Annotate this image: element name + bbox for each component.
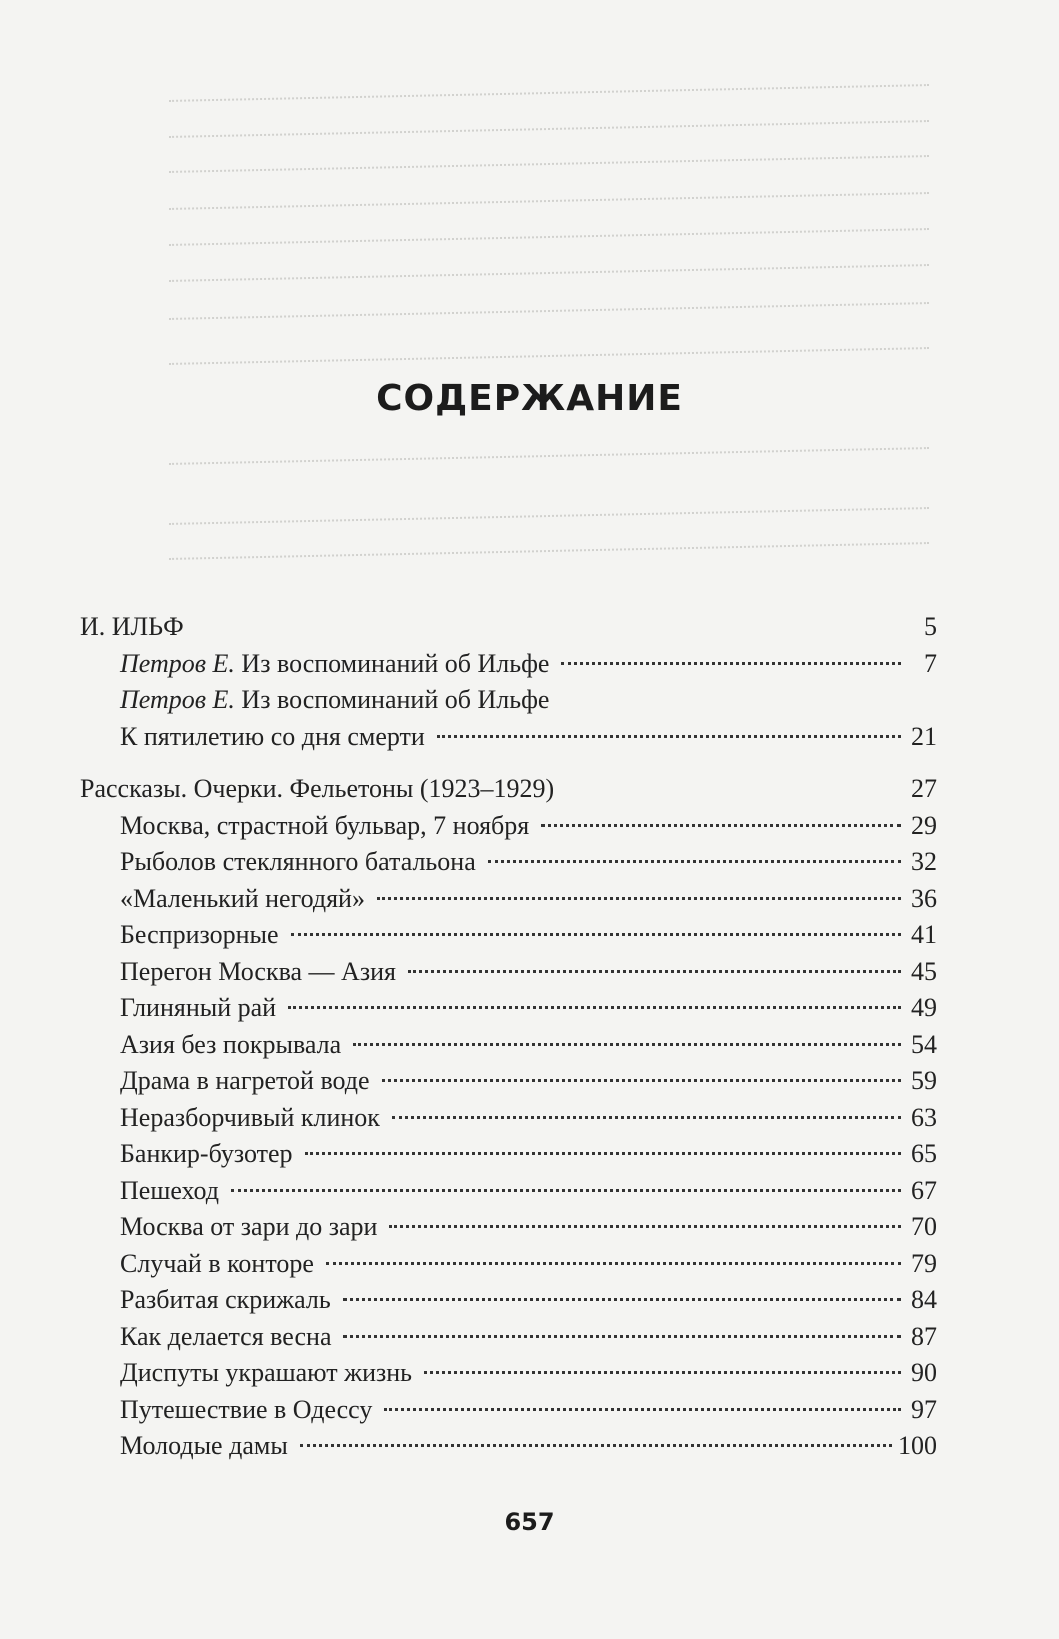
toc-entry[interactable] bbox=[80, 1246, 937, 1283]
dot-leader bbox=[343, 1335, 901, 1338]
toc-page-number: 100 bbox=[898, 1431, 937, 1460]
toc-page-number: 49 bbox=[911, 993, 937, 1022]
dot-leader bbox=[377, 897, 901, 900]
toc-entry-label: Путешествие в Одессу bbox=[120, 1394, 373, 1424]
toc-page-number: 41 bbox=[911, 920, 937, 949]
dot-leader bbox=[488, 860, 901, 863]
toc-entry[interactable] bbox=[80, 646, 937, 683]
toc-entry-label: К пятилетию со дня смерти bbox=[120, 721, 425, 751]
toc-entry[interactable] bbox=[80, 1063, 937, 1100]
toc-page-number: 79 bbox=[911, 1248, 937, 1278]
toc-entry-author: Петров Е. bbox=[120, 648, 235, 678]
toc-section-heading[interactable] bbox=[80, 609, 937, 646]
toc-entry-label: Перегон Москва — Азия bbox=[120, 956, 396, 986]
dot-leader bbox=[343, 1298, 901, 1301]
toc-entry-label: Молодые дамы bbox=[120, 1431, 288, 1460]
table-of-contents bbox=[80, 609, 937, 1465]
toc-entry-author: Петров Е. bbox=[120, 685, 235, 714]
toc-entry-label: Петров Е. Из воспоминаний об Ильфе bbox=[120, 648, 550, 678]
toc-entry[interactable] bbox=[80, 1319, 937, 1356]
toc-section-stories bbox=[80, 771, 937, 1465]
dot-leader bbox=[353, 1043, 901, 1046]
dot-leader bbox=[408, 970, 901, 973]
toc-page-number: 29 bbox=[911, 810, 937, 840]
toc-entry-label: Рыболов стеклянного батальона bbox=[120, 847, 476, 876]
toc-entry[interactable] bbox=[80, 1392, 937, 1429]
toc-entry-label: Драма в нагретой воде bbox=[120, 1066, 370, 1095]
page-title: СОДЕРЖАНИЕ bbox=[376, 378, 683, 419]
toc-entry[interactable] bbox=[80, 719, 937, 756]
toc-entry-label: Петров Е. Из воспоминаний об Ильфе bbox=[120, 685, 550, 714]
toc-entry[interactable] bbox=[80, 1100, 937, 1137]
toc-entry-label: Диспуты украшают жизнь bbox=[120, 1358, 413, 1387]
toc-page-number: 67 bbox=[911, 1175, 937, 1205]
toc-page-number: 36 bbox=[911, 883, 937, 913]
toc-page-number: 5 bbox=[924, 612, 937, 641]
toc-entry-label: Пешеход bbox=[120, 1175, 220, 1205]
toc-entry-label: Как делается весна bbox=[120, 1321, 332, 1351]
toc-entry[interactable] bbox=[80, 1428, 937, 1465]
toc-page-number: 90 bbox=[911, 1358, 937, 1387]
toc-entry-label: Москва от зари до зари bbox=[120, 1212, 378, 1241]
dot-leader bbox=[541, 824, 901, 827]
toc-entry-label: Глиняный рай bbox=[120, 993, 277, 1022]
dot-leader bbox=[231, 1189, 901, 1192]
toc-page-number: 59 bbox=[911, 1066, 937, 1095]
toc-entry[interactable] bbox=[80, 1209, 937, 1246]
toc-entry[interactable] bbox=[80, 1173, 937, 1210]
toc-entry[interactable] bbox=[80, 990, 937, 1027]
dot-leader bbox=[291, 933, 901, 936]
dot-leader bbox=[384, 1408, 901, 1411]
toc-entry-label: Москва, страстной бульвар, 7 ноября bbox=[120, 810, 530, 840]
dot-leader bbox=[305, 1152, 901, 1155]
toc-page-number: 87 bbox=[911, 1321, 937, 1351]
toc-entry[interactable] bbox=[80, 1355, 937, 1392]
toc-entry[interactable] bbox=[80, 844, 937, 881]
toc-entry[interactable] bbox=[80, 1136, 937, 1173]
toc-page-number: 27 bbox=[911, 774, 937, 803]
dot-leader bbox=[561, 662, 901, 665]
dot-leader bbox=[288, 1006, 901, 1009]
dot-leader bbox=[382, 1079, 901, 1082]
toc-section-ilf bbox=[80, 609, 937, 755]
toc-section-heading[interactable] bbox=[80, 771, 937, 808]
toc-heading-label: Рассказы. Очерки. Фельетоны (1923–1929) bbox=[80, 774, 555, 803]
toc-page-number: 97 bbox=[911, 1394, 937, 1424]
toc-entry-label: Случай в конторе bbox=[120, 1248, 314, 1278]
toc-page-number: 45 bbox=[911, 956, 937, 986]
toc-entry-label: Разбитая скрижаль bbox=[120, 1285, 331, 1314]
dot-leader bbox=[389, 1225, 901, 1228]
toc-entry[interactable] bbox=[80, 1282, 937, 1319]
toc-page-number: 21 bbox=[911, 721, 937, 751]
toc-entry[interactable] bbox=[80, 881, 937, 918]
toc-entry[interactable] bbox=[80, 682, 937, 719]
toc-entry-list bbox=[80, 808, 937, 1465]
toc-page-number: 65 bbox=[911, 1139, 937, 1168]
dot-leader bbox=[300, 1444, 892, 1447]
toc-entry-label: Беспризорные bbox=[120, 920, 279, 949]
toc-entry[interactable] bbox=[80, 917, 937, 954]
toc-page-number: 32 bbox=[911, 847, 937, 876]
page-number-folio: 657 bbox=[504, 1508, 555, 1536]
toc-entry[interactable] bbox=[80, 954, 937, 991]
toc-entry-label: «Маленький негодяй» bbox=[120, 883, 365, 913]
toc-page-number: 54 bbox=[911, 1029, 937, 1059]
toc-entry-label: Банкир-бузотер bbox=[120, 1139, 293, 1168]
toc-entry[interactable] bbox=[80, 1027, 937, 1064]
toc-entry[interactable] bbox=[80, 808, 937, 845]
toc-page-number: 84 bbox=[911, 1285, 937, 1314]
toc-entry-label: Неразборчивый клинок bbox=[120, 1102, 380, 1132]
dot-leader bbox=[437, 735, 901, 738]
dot-leader bbox=[326, 1262, 901, 1265]
toc-page-number: 70 bbox=[911, 1212, 937, 1241]
toc-entry-label: Азия без покрывала bbox=[120, 1029, 342, 1059]
dot-leader bbox=[424, 1371, 901, 1374]
toc-page-number: 63 bbox=[911, 1102, 937, 1132]
toc-heading-label: И. ИЛЬФ bbox=[80, 612, 184, 641]
toc-page-number: 7 bbox=[924, 648, 937, 678]
dot-leader bbox=[392, 1116, 901, 1119]
